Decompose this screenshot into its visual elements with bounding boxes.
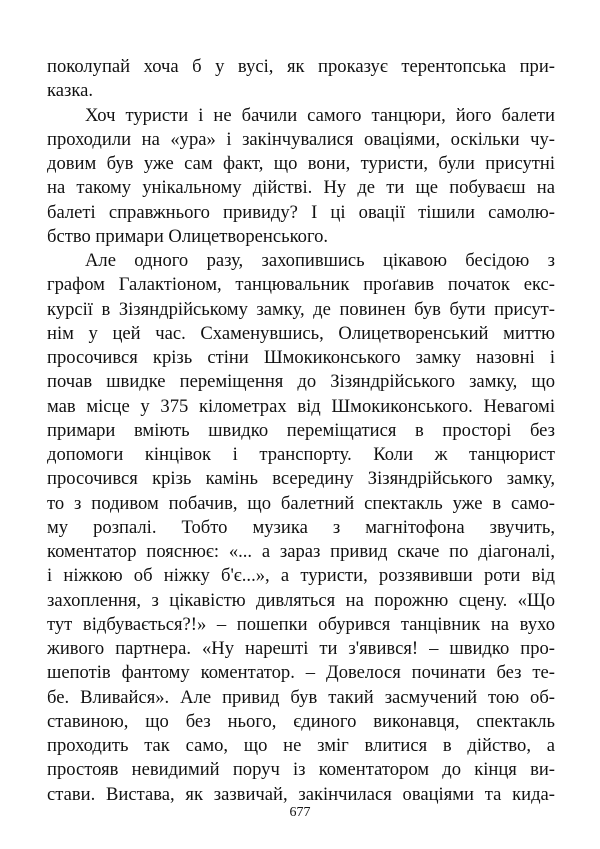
- text-line: простояв невидимий поруч із коментатором до кінця ви-: [47, 759, 555, 781]
- text-line: просочився крізь стіни Шмокиконського замку назовні і: [47, 347, 555, 368]
- text-line: мав місце у 375 кілометрах від Шмокиконського. Невагомі: [47, 395, 555, 417]
- text-line: примари вміють швидко переміщатися в просторі без: [47, 419, 555, 441]
- text-line: шепотів фантому коментатор. – Довелося починати без те-: [47, 662, 555, 684]
- text-line: балеті справжнього привиду? І ці овації тішили самолю-: [47, 201, 555, 223]
- text-line: коментатор пояснює: «... а зараз привид скаче по діагоналі,: [47, 541, 555, 562]
- text-line: захоплення, з цікавістю дивляться на порожню сцену. «Що: [47, 589, 555, 611]
- text-line: то з подивом побачив, що балетний спектакль уже в само-: [47, 492, 555, 514]
- text-line: курсії в Зізяндрійському замку, де повинен був бути присут-: [47, 298, 555, 320]
- text-line: просочився крізь камінь всередину Зізяндрійського замку,: [47, 468, 555, 490]
- page-number: 677: [289, 805, 311, 820]
- text-line: тут відбувається?!» – пошепки обурився танцівник на вухо: [47, 613, 555, 635]
- text-line: проходили на «ура» і закінчувалися оваціями, оскільки чу-: [47, 128, 555, 150]
- text-line: нім у цей час. Схаменувшись, Олицетворенський миттю: [47, 322, 555, 344]
- text-line: бство примари Олицетворенського.: [47, 225, 329, 247]
- text-line: допомоги кінцівок і транспорту. Коли ж танцюрист: [47, 444, 555, 465]
- text-line: проходить так само, що не зміг влитися в дійство, а: [47, 735, 555, 756]
- text-line: живого партнера. «Ну нарешті ти з'явився! – швидко про-: [47, 638, 555, 659]
- text-line: довим був уже сам факт, що вони, туристи, були присутні: [47, 153, 555, 174]
- text-line: Хоч туристи і не бачили самого танцюри, його балети: [85, 104, 555, 126]
- text-line: поколупай хоча б у вусі, як проказує терентопська при-: [47, 56, 555, 77]
- text-line: бе. Вливайся». Але привид був такий засмучений тою об-: [47, 686, 555, 708]
- text-line: казка.: [47, 80, 94, 102]
- text-line: на такому унікальному дійстві. Ну де ти ще побуваєш на: [47, 177, 555, 199]
- text-line: ставиною, що без нього, єдиного виконавця, спектакль: [47, 710, 555, 732]
- text-line: графом Галактіоном, танцювальник проґавив початок екс-: [47, 274, 555, 296]
- text-line: почав швидке переміщення до Зізяндрійського замку, що: [47, 371, 555, 393]
- text-line: му розпалі. Тобто музика з магнітофона звучить,: [47, 516, 555, 538]
- text-line: стави. Вистава, як зазвичай, закінчилася оваціями та кида-: [47, 783, 555, 805]
- text-line: і ніжкою об ніжку б'є...», а туристи, роззявивши роти від: [47, 565, 555, 587]
- body-text: [47, 55, 555, 807]
- text-line: Але одного разу, захопившись цікавою бесідою з: [85, 250, 555, 271]
